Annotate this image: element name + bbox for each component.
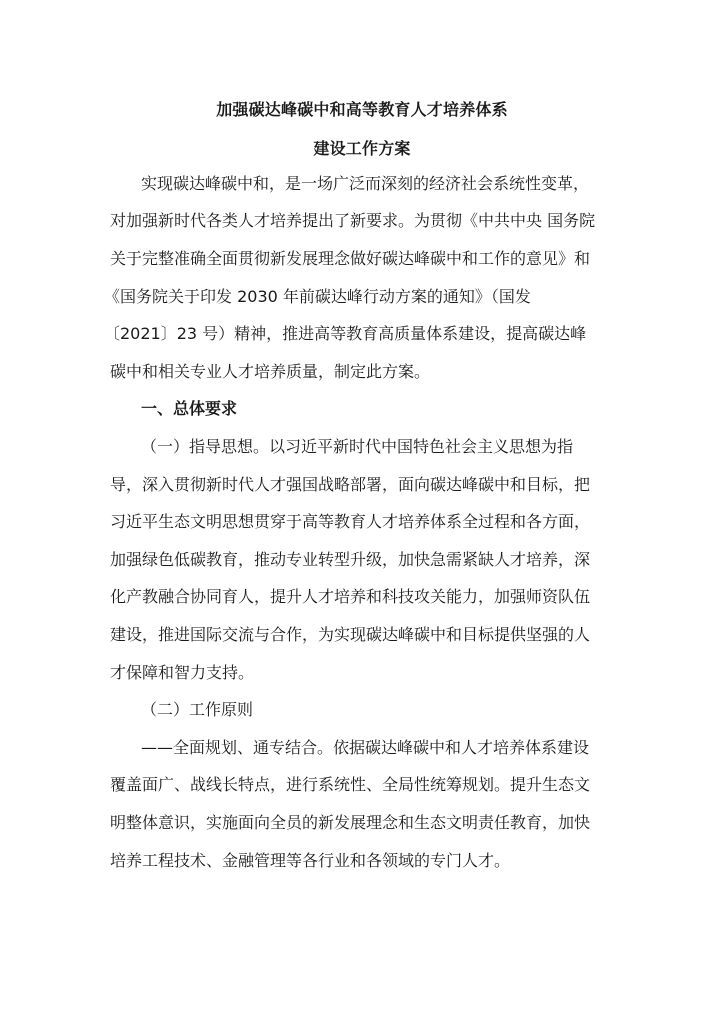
- paragraph-line: 明整体意识，实施面向全员的新发展理念和生态文明责任教育，加快: [110, 813, 591, 832]
- paragraph-line: 加强绿色低碳教育，推动专业转型升级，加快急需紧缺人才培养，深: [110, 550, 591, 569]
- paragraph-line: 实现碳达峰碳中和，是一场广泛而深刻的经济社会系统性变革，: [141, 174, 590, 193]
- paragraph-line: 覆盖面广、战线长特点，进行系统性、全局性统筹规划。提升生态文: [110, 775, 591, 794]
- paragraph-line: （一）指导思想。以习近平新时代中国特色社会主义思想为指: [141, 437, 574, 456]
- paragraph-line: 对加强新时代各类人才培养提出了新要求。为贯彻《中共中央 国务院: [110, 211, 596, 230]
- paragraph-line: 建设，推进国际交流与合作，为实现碳达峰碳中和目标提供坚强的人: [110, 625, 591, 644]
- paragraph-line: 才保障和智力支持。: [110, 663, 255, 682]
- paragraph-line: 碳中和相关专业人才培养质量，制定此方案。: [110, 362, 431, 381]
- paragraph-line: 关于完整准确全面贯彻新发展理念做好碳达峰碳中和工作的意见》和: [110, 249, 591, 268]
- section-heading: 一、总体要求: [141, 399, 238, 418]
- document-title-line2: 建设工作方案: [313, 139, 411, 158]
- paragraph-line: ——全面规划、通专结合。依据碳达峰碳中和人才培养体系建设: [141, 738, 590, 757]
- paragraph-line: 导，深入贯彻新时代人才强国战略部署，面向碳达峰碳中和目标，把: [110, 475, 591, 494]
- paragraph-line: 〔2021〕23 号）精神，推进高等教育高质量体系建设，提高碳达峰: [104, 324, 587, 343]
- paragraph-line: 《国务院关于印发 2030 年前碳达峰行动方案的通知》（国发: [104, 287, 531, 306]
- paragraph-line: 习近平生态文明思想贯穿于高等教育人才培养体系全过程和各方面，: [110, 512, 591, 531]
- document-title-line1: 加强碳达峰碳中和高等教育人才培养体系: [216, 100, 508, 119]
- paragraph-line: 化产教融合协同育人，提升人才培养和科技攻关能力，加强师资队伍: [110, 587, 591, 606]
- subsection-heading: （二）工作原则: [141, 700, 254, 719]
- paragraph-line: 培养工程技术、金融管理等各行业和各领域的专门人才。: [110, 851, 511, 870]
